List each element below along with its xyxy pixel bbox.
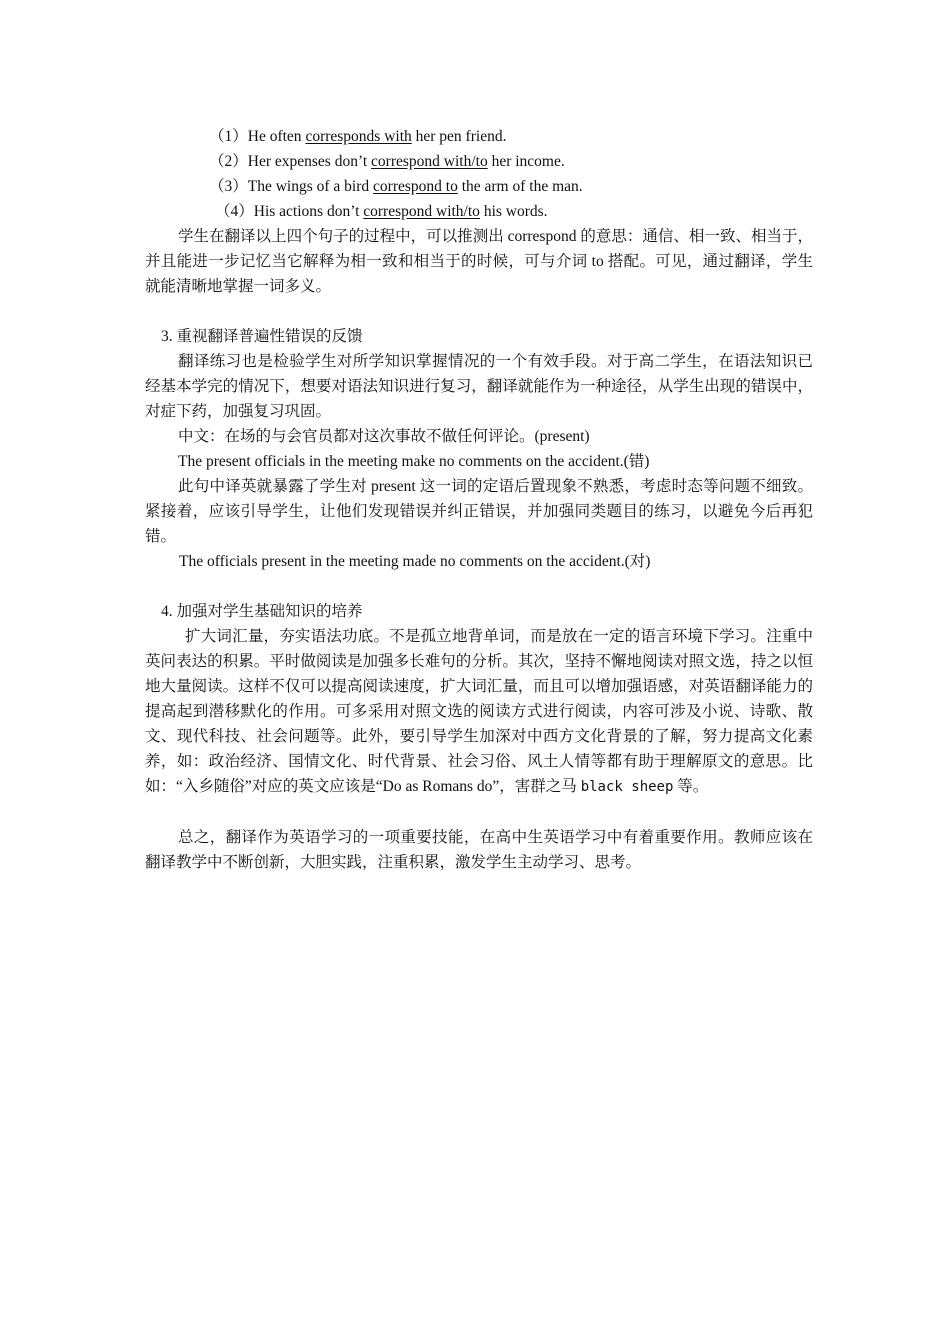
- example-text-post: his words.: [479, 203, 548, 220]
- example-text-post: the arm of the man.: [457, 178, 583, 195]
- example-sentence-3: [145, 174, 813, 199]
- example-sentence-2: [145, 149, 813, 174]
- paragraph-error-analysis: 此句中译英就暴露了学生对 present 这一词的定语后置现象不熟悉，考虑时态等问题不细致。紧接着，应该引导学生，让他们发现错误并纠正错误，并加强同类题目的练习，以避免今后再犯错。: [145, 478, 813, 545]
- chinese-example-sentence: 中文：在场的与会官员都对这次事故不做任何评论。(present): [178, 428, 590, 445]
- black-sheep-term: black sheep: [580, 779, 674, 795]
- example-sentence-1: [145, 124, 813, 149]
- example-number: （1）: [209, 128, 248, 145]
- paragraph-basic-knowledge-text: 扩大词汇量，夯实语法功底。不是孤立地背单词，而是放在一定的语言环境下学习。注重中英问表达的积累。平时做阅读是加强多长难句的分析。其次，坚持不懈地阅读对照文选，持之以恒地大量阅读。这样不仅可以提高阅读速度，扩大词汇量，而且可以增加强语感，对英语翻译能力的提高起到潜移默化的作用。可多采用对照文选的阅读方式进行阅读，内容可涉及小说、诗歌、散文、现代科技、社会问题等。此外，要引导学生加深对中西方文化背景的了解，努力提高文化素养，如：政治经济、国情文化、时代背景、社会习俗、风土人情等都有助于理解原文的意思。比如：“入乡随俗”对应的英文应该是“Do as Romans do”，害群之马: [145, 628, 813, 795]
- example-phrase: corresponds with: [305, 128, 412, 145]
- paragraph-basic-knowledge: [145, 624, 813, 800]
- paragraph-correspond-summary: 学生在翻译以上四个句子的过程中，可以推测出 correspond 的意思：通信、相一致、相当于，并且能进一步记忆当它解释为相一致和相当于的时候，可与介词 to 搭配。可见，通过翻译，学生就能清晰地掌握一词多义。: [145, 228, 813, 295]
- example-phrase: correspond to: [373, 178, 458, 195]
- example-phrase: correspond with/to: [363, 203, 480, 220]
- example-text-pre: He often: [247, 128, 306, 145]
- example-text-post: her income.: [487, 153, 565, 170]
- spacer: [145, 574, 813, 599]
- paragraph-error-feedback: 翻译练习也是检验学生对所学知识掌握情况的一个有效手段。对于高二学生，在语法知识已经基本学完的情况下，想要对语法知识进行复习，翻译就能作为一种途径，从学生出现的错误中，对症下药，加强复习巩固。: [145, 353, 813, 420]
- paragraph-conclusion: 总之，翻译作为英语学习的一项重要技能，在高中生英语学习中有着重要作用。教师应该在翻译教学中不断创新，大胆实践，注重积累，激发学生主动学习、思考。: [145, 829, 813, 871]
- example-text-pre: The wings of a bird: [247, 178, 374, 195]
- section-heading-4: 4. 加强对学生基础知识的培养: [161, 603, 363, 620]
- example-text-post: her pen friend.: [411, 128, 507, 145]
- example-sentence-4: [145, 199, 813, 224]
- spacer: [145, 299, 813, 324]
- example-number: （2）: [209, 153, 248, 170]
- wrong-translation-sentence: The present officials in the meeting make no comments on the accident.(错): [178, 453, 650, 470]
- correct-translation-sentence: The officials present in the meeting made no comments on the accident.(对): [179, 553, 651, 570]
- paragraph-basic-knowledge-end: 等。: [673, 778, 709, 795]
- example-text-pre: Her expenses don’t: [247, 153, 372, 170]
- example-text-pre: His actions don’t: [253, 203, 364, 220]
- section-heading-3: 3. 重视翻译普遍性错误的反馈: [161, 328, 363, 345]
- example-number: （3）: [209, 178, 248, 195]
- example-phrase: correspond with/to: [371, 153, 488, 170]
- example-number: （4）: [215, 203, 254, 220]
- document-page: [145, 124, 813, 875]
- spacer: [145, 800, 813, 825]
